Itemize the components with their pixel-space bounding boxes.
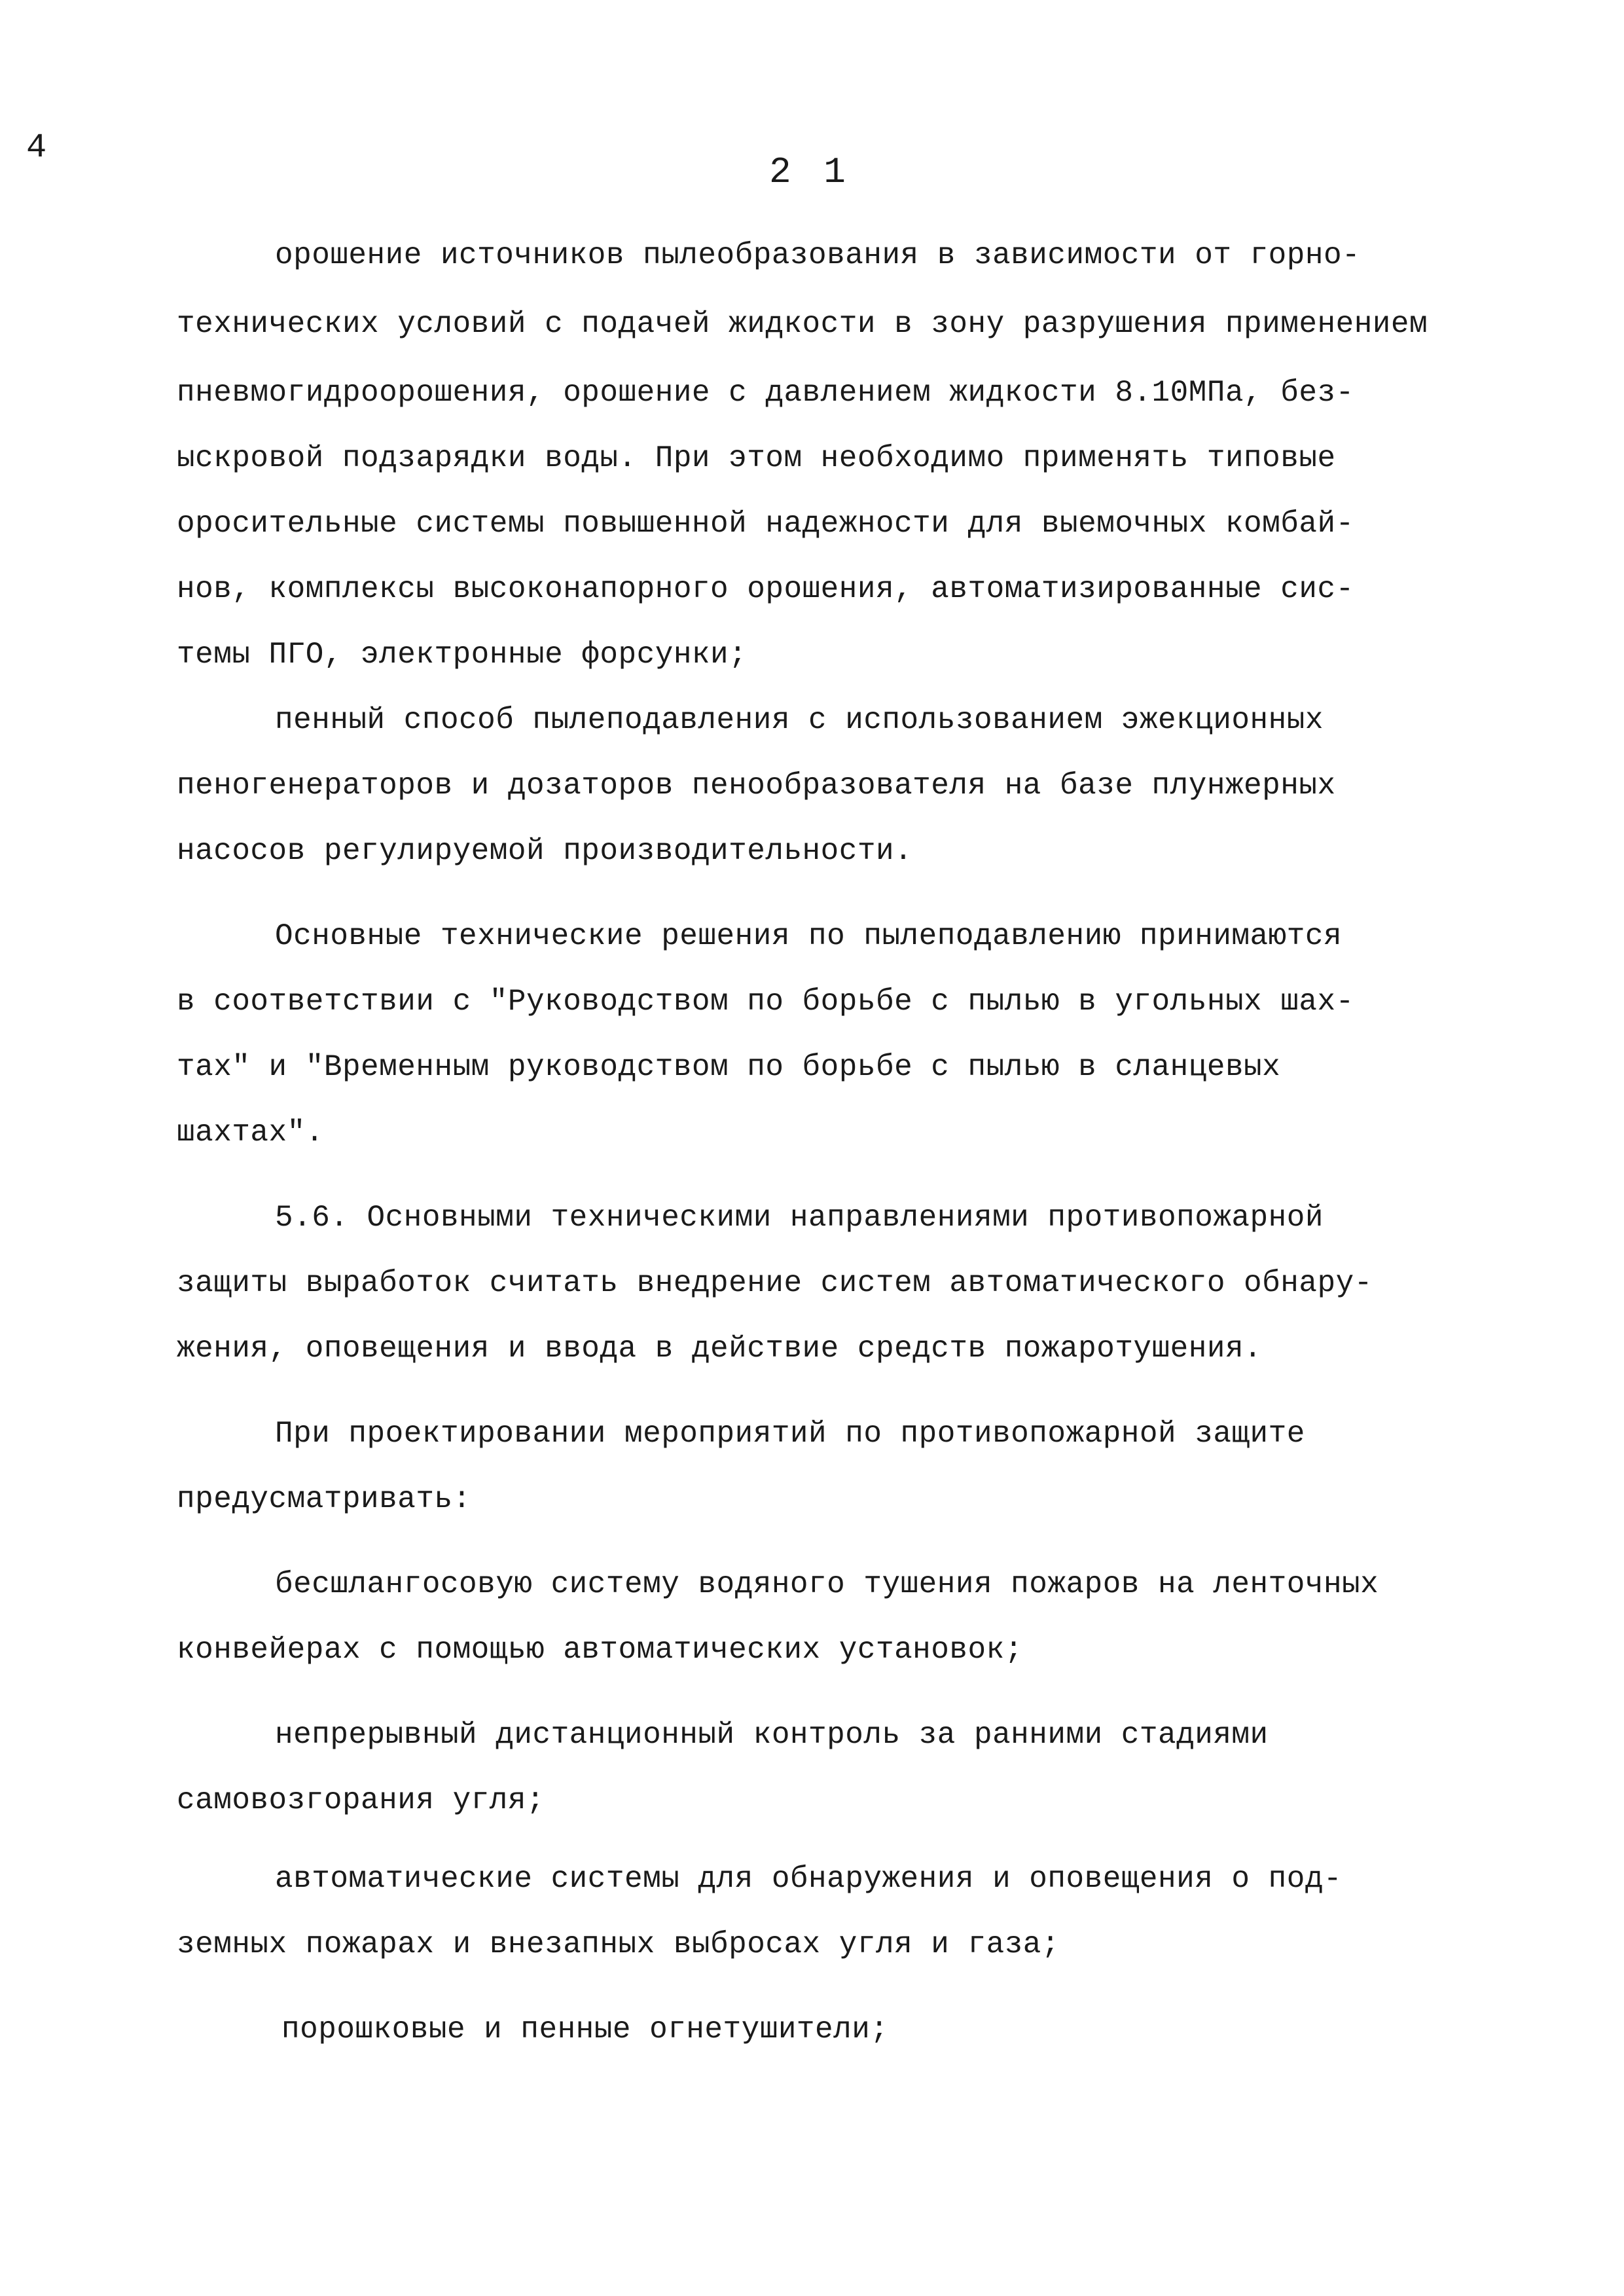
text-line: Основные технические решения по пылеподавлению принимаются [275,919,1343,953]
text-line: пеногенераторов и дозаторов пенообразователя на базе плунжерных [177,769,1336,803]
text-line: ыскровой подзарядки воды. При этом необходимо применять типовые [177,441,1336,475]
text-line: шахтах". [177,1116,324,1150]
corner-mark: 4 [26,128,47,167]
text-line: бесшлангосовую систему водяного тушения пожаров на ленточных [275,1567,1379,1601]
text-line: порошковые и пенные огнетушители; [281,2013,889,2047]
text-line: защиты выработок считать внедрение систем автоматического обнару- [177,1266,1373,1300]
text-line: насосов регулируемой производительности. [177,834,913,868]
text-line: автоматические системы для обнаружения и оповещения о под- [275,1862,1343,1896]
text-line: оросительные системы повышенной надежности для выемочных комбай- [177,507,1354,541]
text-line: орошение источников пылеобразования в зависимости от горно- [275,238,1361,272]
text-line: в соответствии с "Руководством по борьбе с пылью в угольных шах- [177,985,1354,1019]
text-line: самовозгорания угля; [177,1783,545,1817]
text-line: 5.6. Основными техническими направлениями противопожарной [275,1201,1324,1235]
text-line: предусматривать: [177,1482,471,1516]
text-line: нов, комплексы высоконапорного орошения, автоматизированные сис- [177,572,1354,606]
text-line: темы ПГО, электронные форсунки; [177,638,748,672]
text-line: непрерывный дистанционный контроль за ранними стадиями [275,1718,1269,1752]
text-line: При проектировании мероприятий по противопожарной защите [275,1417,1305,1451]
text-line: земных пожарах и внезапных выбросах угля и газа; [177,1927,1060,1961]
text-line: конвейерах с помощью автоматических установок; [177,1633,1023,1667]
page-number: 2 1 [769,151,851,193]
text-line: технических условий с подачей жидкости в зону разрушения применением [177,307,1428,341]
text-line: жения, оповещения и ввода в действие средств пожаротушения. [177,1332,1263,1366]
text-line: тах" и "Временным руководством по борьбе с пылью в сланцевых [177,1050,1281,1084]
text-line: пенный способ пылеподавления с использованием эжекционных [275,703,1324,737]
text-line: пневмогидроорошения, орошение с давлением жидкости 8.10МПа, без- [177,376,1354,410]
